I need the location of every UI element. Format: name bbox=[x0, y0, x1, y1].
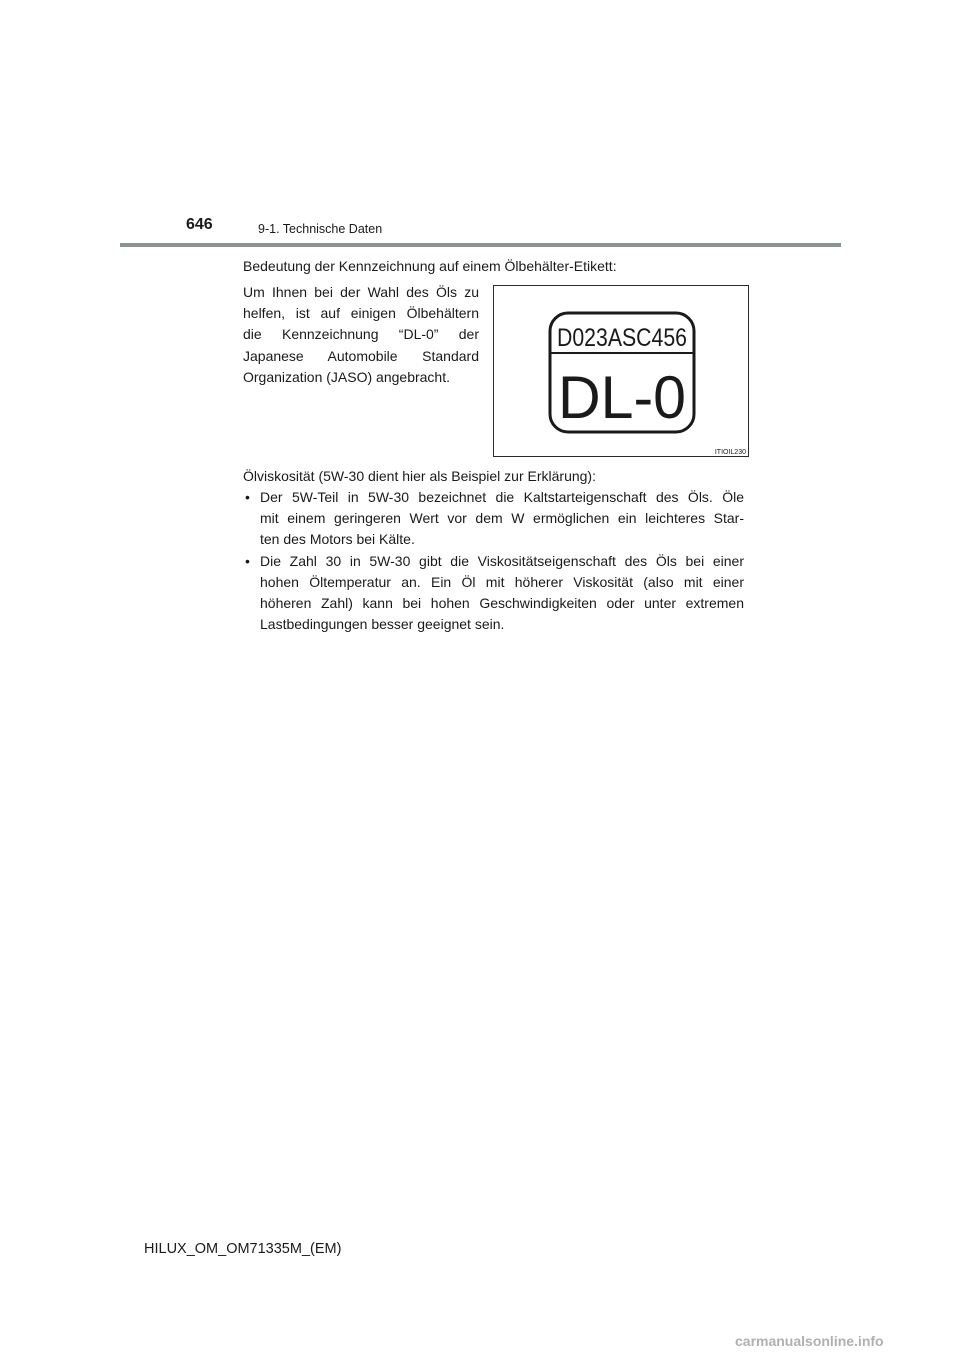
jaso-line: die Kennzeichnung “DL-0” der bbox=[243, 326, 479, 343]
bullet-line: hohen Öltemperatur an. Ein Öl mit höherer Viskosität (also mit einer bbox=[260, 573, 744, 590]
list-item bbox=[243, 551, 744, 636]
list-item bbox=[243, 487, 744, 551]
jaso-paragraph bbox=[243, 282, 479, 388]
bullet-line: Die Zahl 30 in 5W-30 gibt die Viskositätseigenschaft des Öls bei einer bbox=[260, 552, 744, 569]
jaso-line: helfen, ist auf einigen Ölbehältern bbox=[243, 305, 479, 322]
bullet-line: Lastbedingungen besser geeignet sein. bbox=[260, 616, 505, 633]
jaso-line: Organization (JASO) angebracht. bbox=[243, 368, 450, 385]
oil-label-illustration bbox=[494, 286, 750, 458]
bullet-line: Der 5W-Teil in 5W-30 bezeichnet die Kaltstarteigenschaft des Öls. Öle bbox=[260, 489, 744, 505]
jaso-line: Um Ihnen bei der Wahl des Öls zu bbox=[243, 284, 479, 300]
bullet-icon: • bbox=[245, 552, 250, 569]
header-rule bbox=[120, 243, 841, 247]
bullet-line: mit einem geringeren Wert vor dem W ermöglichen ein leichteres Star- bbox=[260, 510, 744, 527]
jaso-line: Japanese Automobile Standard bbox=[243, 347, 479, 364]
label-code-text: D023ASC456 bbox=[557, 324, 687, 352]
intro-text: Bedeutung der Kennzeichnung auf einem Ölbehälter-Etikett: bbox=[243, 258, 617, 274]
viscosity-bullet-list bbox=[243, 487, 744, 635]
oil-label-figure bbox=[493, 285, 749, 457]
bullet-line: ten des Motors bei Kälte. bbox=[260, 531, 415, 548]
bullet-icon: • bbox=[245, 489, 250, 505]
document-code: HILUX_OM_OM71335M_(EM) bbox=[144, 1241, 342, 1257]
section-title: 9-1. Technische Daten bbox=[258, 222, 383, 236]
viscosity-heading: Ölviskosität (5W-30 dient hier als Beispiel zur Erklärung): bbox=[243, 468, 596, 484]
label-grade-text: DL-0 bbox=[558, 364, 686, 431]
figure-id: ITIOIL230 bbox=[714, 449, 746, 456]
watermark: carmanualsonline.info bbox=[735, 1333, 884, 1349]
page-number: 646 bbox=[186, 216, 213, 233]
bullet-line: höheren Zahl) kann bei hohen Geschwindigkeiten oder unter extremen bbox=[260, 595, 744, 612]
